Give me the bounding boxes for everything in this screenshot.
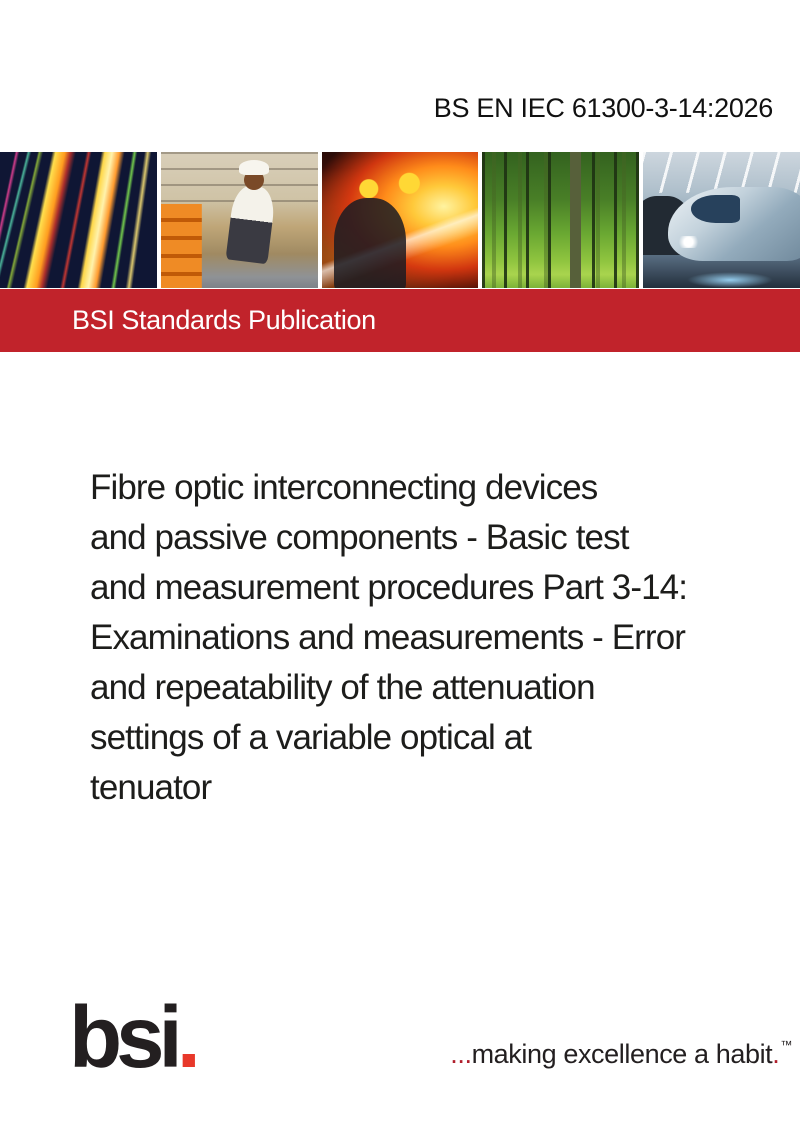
photo-firefighters (322, 152, 479, 288)
tagline (450, 1039, 792, 1070)
car-headlight (677, 236, 700, 248)
tagline-ellipsis: ... (450, 1039, 472, 1069)
title-line-3: and measurement procedures Part 3-14: (90, 568, 688, 607)
photo-strip (0, 152, 800, 288)
bsi-logo-text: bsi (69, 989, 177, 1086)
photo-warehouse-worker (161, 152, 318, 288)
photo-city-light-trails (0, 152, 157, 288)
banner-title: BSI Standards Publication (72, 305, 376, 335)
photo-car-production-line (643, 152, 800, 288)
tagline-text: making excellence a habit (471, 1039, 773, 1069)
title-line-1: Fibre optic interconnecting devices (90, 468, 598, 507)
firefighter-silhouette (334, 198, 406, 288)
title-line-7: tenuator (90, 768, 212, 807)
worker-cap (239, 160, 269, 175)
document-title (90, 463, 750, 813)
car-underglow (687, 272, 773, 288)
worker-figure (225, 184, 276, 265)
title-line-6: settings of a variable optical at (90, 718, 532, 757)
trademark-symbol: ™ (780, 1038, 792, 1052)
tagline-period: . (772, 1039, 780, 1069)
bsi-red-banner (0, 289, 800, 352)
car-body (668, 187, 800, 260)
car-windshield (691, 195, 740, 223)
title-line-4: Examinations and measurements - Error (90, 618, 686, 657)
title-line-5: and repeatability of the attenuation (90, 668, 595, 707)
photo-forest-trees (482, 152, 639, 288)
bsi-logo (69, 989, 201, 1086)
bsi-logo-dot: . (176, 989, 201, 1086)
title-line-2: and passive components - Basic test (90, 518, 629, 557)
standard-number: BS EN IEC 61300-3-14:2026 (433, 93, 773, 123)
